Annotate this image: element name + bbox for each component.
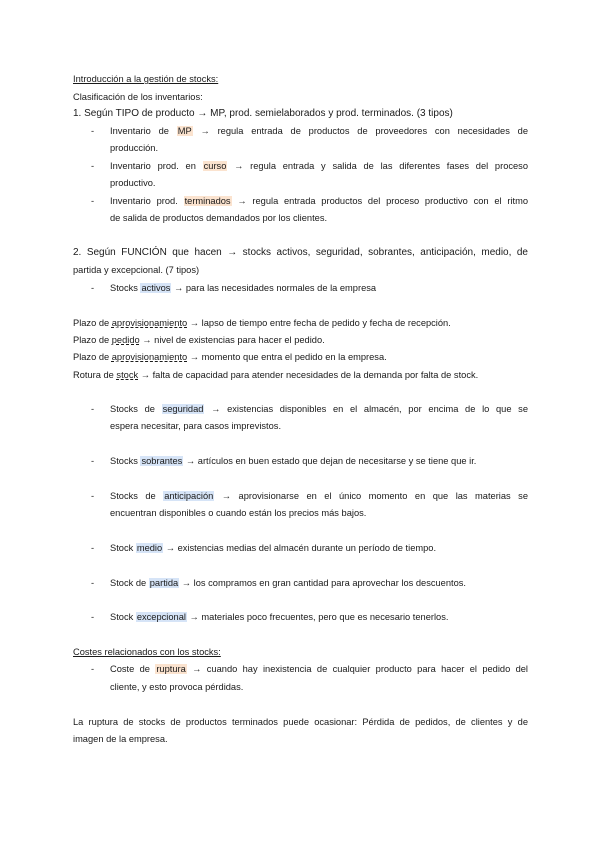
section2-title: 2. Según FUNCIÓN que hacen → stocks activos, seguridad, sobrantes, anticipación, medio, de xyxy=(73,247,528,258)
bullet-dash: - xyxy=(91,196,95,206)
highlight-anticipacion: anticipación xyxy=(164,491,214,501)
highlight-terminados: terminados xyxy=(184,196,231,206)
highlight-excepcional: excepcional xyxy=(136,612,186,622)
list-item-seguridad-cont: espera necesitar, para casos imprevistos. xyxy=(110,421,282,431)
highlight-sobrantes: sobrantes xyxy=(141,456,183,466)
list-item-curso-cont: productivo. xyxy=(110,178,156,188)
bullet-dash: - xyxy=(91,612,95,622)
definition-pedido: Plazo de pedido → nivel de existencias para hacer el pedido. xyxy=(73,335,325,345)
highlight-seguridad: seguridad xyxy=(162,404,204,414)
list-item-mp-cont: producción. xyxy=(110,143,159,153)
highlight-ruptura: ruptura xyxy=(156,664,186,674)
section1-title: 1. Según TIPO de producto → MP, prod. semielaborados y prod. terminados. (3 tipos) xyxy=(73,108,453,119)
list-item-terminados-cont: de salida de productos demandados por los clientes. xyxy=(110,213,328,223)
bullet-dash: - xyxy=(91,578,95,588)
highlight-mp: MP xyxy=(177,126,192,136)
list-item-anticipacion: Stocks de anticipación → aprovisionarse en el único momento en que las materias se xyxy=(110,491,528,501)
costs-heading: Costes relacionados con los stocks: xyxy=(73,647,221,657)
bullet-dash: - xyxy=(91,404,95,414)
definition-rotura-stock: Rotura de stock → falta de capacidad para atender necesidades de la demanda por falta de stock. xyxy=(73,370,479,380)
bullet-dash: - xyxy=(91,543,95,553)
page-heading: Introducción a la gestión de stocks: xyxy=(73,74,219,84)
bullet-dash: - xyxy=(91,456,95,466)
list-item-anticipacion-cont: encuentran disponibles o cuando están los precios más bajos. xyxy=(110,508,367,518)
bullet-dash: - xyxy=(91,491,95,501)
definition-aprovisionamiento-2: Plazo de aprovisionamiento → momento que entra el pedido en la empresa. xyxy=(73,352,387,362)
list-item-ruptura-cont: cliente, y esto provoca pérdidas. xyxy=(110,682,244,692)
conclusion-text-cont: imagen de la empresa. xyxy=(73,734,168,744)
list-item-sobrantes: Stocks sobrantes → artículos en buen estado que dejan de necesitarse y se tiene que ir. xyxy=(110,456,477,466)
list-item-activos: Stocks activos → para las necesidades normales de la empresa xyxy=(110,283,377,293)
highlight-partida: partida xyxy=(149,578,179,588)
list-item-mp: Inventario de MP → regula entrada de productos de proveedores con necesidades de xyxy=(110,126,528,136)
list-item-seguridad: Stocks de seguridad → existencias disponibles en el almacén, por encima de lo que se xyxy=(110,404,528,414)
bullet-dash: - xyxy=(91,161,95,171)
list-item-ruptura: Coste de ruptura → cuando hay inexistencia de cualquier producto para hacer el pedido del xyxy=(110,664,528,674)
classification-heading: Clasificación de los inventarios: xyxy=(73,92,203,102)
bullet-dash: - xyxy=(91,664,95,674)
section2-title-cont: partida y excepcional. (7 tipos) xyxy=(73,265,200,275)
list-item-curso: Inventario prod. en curso → regula entrada y salida de las diferentes fases del proceso xyxy=(110,161,529,171)
highlight-activos: activos xyxy=(141,283,171,293)
definition-aprovisionamiento: Plazo de aprovisionamiento → lapso de tiempo entre fecha de pedido y fecha de recepción. xyxy=(73,318,451,328)
bullet-dash: - xyxy=(91,126,95,136)
highlight-medio: medio xyxy=(136,543,163,553)
list-item-excepcional: Stock excepcional → materiales poco frecuentes, pero que es necesario tenerlos. xyxy=(110,612,449,622)
highlight-curso: curso xyxy=(203,161,227,171)
list-item-medio: Stock medio → existencias medias del almacén durante un período de tiempo. xyxy=(110,543,437,553)
bullet-dash: - xyxy=(91,283,95,293)
list-item-terminados: Inventario prod. terminados → regula entrada productos del proceso productivo con el ritmo xyxy=(110,196,529,206)
list-item-partida: Stock de partida → los compramos en gran cantidad para aprovechar los descuentos. xyxy=(110,578,467,588)
conclusion-text: La ruptura de stocks de productos terminados puede ocasionar: Pérdida de pedidos, de clientes y de xyxy=(73,717,528,727)
